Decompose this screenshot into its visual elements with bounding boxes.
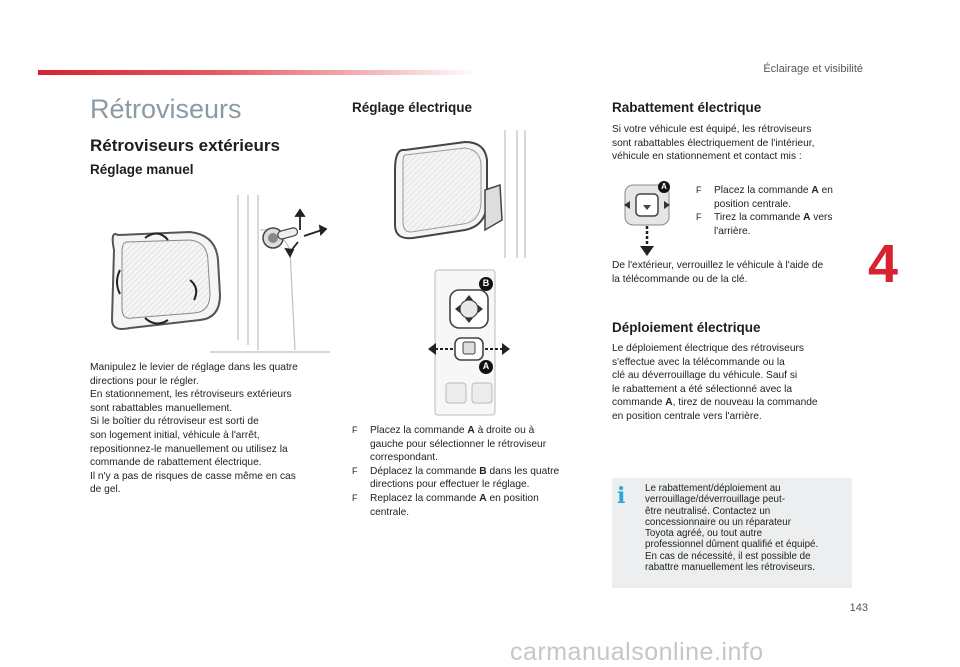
header-accent-bar (38, 70, 478, 75)
text: dans les quatre (486, 465, 560, 477)
chapter-number: 4 (868, 234, 899, 294)
text-line: verrouillage/déverrouillage peut- (645, 494, 785, 506)
text-line: repositionnez-le manuellement ou utilisez la (90, 443, 288, 455)
section-header: Éclairage et visibilité (763, 63, 863, 75)
text-line: Toyota agréé, ou tout autre (645, 528, 763, 540)
text-bold: B (479, 465, 487, 477)
bullet-icon: F (352, 425, 358, 435)
text-line: position centrale. (714, 198, 792, 210)
text-line: Manipulez le levier de réglage dans les quatre (90, 362, 298, 373)
text-line: centrale. (370, 506, 410, 518)
text: commande (612, 397, 666, 409)
text-line: directions pour le régler. (90, 375, 199, 387)
info-text (645, 483, 850, 573)
text-line (612, 396, 862, 410)
text-line: concessionnaire ou un réparateur (645, 516, 791, 528)
list-item (352, 424, 587, 465)
text-line: commande de rabattement électrique. (90, 457, 262, 469)
list-item (352, 492, 587, 519)
text-line: véhicule en stationnement et contact mis : (612, 151, 802, 163)
text-line: Le déploiement électrique des rétroviseurs (612, 343, 804, 354)
text-line: son logement initial, véhicule à l'arrêt, (90, 429, 260, 441)
text-line: Le rabattement/déploiement au (645, 483, 781, 494)
heading-electric-adjustment: Réglage électrique (352, 100, 473, 115)
text: en (818, 185, 833, 196)
heading-electric-deployment: Déploiement électrique (612, 320, 761, 335)
text-bold: A (803, 212, 811, 224)
list-item (696, 184, 856, 211)
text-line: directions pour effectuer le réglage. (370, 479, 530, 491)
page-number: 143 (849, 602, 868, 614)
text-bold: A (665, 397, 673, 409)
text-line: En stationnement, les rétroviseurs extérieurs (90, 389, 292, 401)
text: à droite ou à (474, 425, 535, 436)
text-line: professionnel dûment qualifié et équipé. (645, 539, 819, 551)
text-line: correspondant. (370, 452, 438, 464)
text-line: s'effectue avec la télécommande ou la (612, 356, 785, 368)
text: Placez la commande (714, 185, 812, 196)
heading-manual-adjustment: Réglage manuel (90, 162, 194, 177)
deployment-text (612, 342, 862, 424)
text-line: gauche pour sélectionner le rétroviseur (370, 438, 547, 450)
label-a: A (482, 361, 490, 371)
bullet-icon: F (696, 185, 702, 195)
folding-intro (612, 123, 862, 164)
manual-mirror-illustration (90, 190, 335, 358)
watermark: carmanualsonline.info (510, 638, 764, 666)
text-line: rabattre manuellement les rétroviseurs. (645, 562, 815, 574)
list-item (352, 465, 587, 492)
text-line: clé au déverrouillage du véhicule. Sauf si (612, 370, 798, 382)
text-line: En cas de nécessité, il est possible de (645, 550, 811, 562)
text-line: sont rabattables manuellement. (90, 402, 233, 414)
text-line: Il n'y a pas de risques de casse même en cas (90, 470, 296, 482)
text-line: de gel. (90, 484, 121, 496)
bullet-icon: F (696, 212, 702, 223)
text: vers (810, 212, 833, 224)
electric-mirror-illustration (385, 130, 530, 260)
text-line: l'arrière. (714, 225, 751, 237)
folding-steps (696, 184, 856, 238)
text: , tirez de nouveau la commande (672, 397, 818, 409)
text-bold: A (479, 492, 487, 504)
info-box (612, 478, 852, 588)
text-line: sont rabattables électriquement de l'intérieur, (612, 137, 815, 149)
control-panel-illustration (428, 268, 513, 418)
heading-exterior-mirrors: Rétroviseurs extérieurs (90, 136, 280, 155)
heading-electric-folding: Rabattement électrique (612, 100, 762, 115)
text-line: De l'extérieur, verrouillez le véhicule à l'aide de (612, 260, 824, 271)
text-line: la télécommande ou de la clé. (612, 273, 748, 285)
info-icon: i (617, 483, 626, 509)
text-line: être neutralisé. Contactez un (645, 505, 771, 517)
text: en position (486, 492, 539, 504)
text: Tirez la commande (714, 212, 804, 224)
text: Placez la commande (370, 425, 468, 436)
text-line: Si le boîtier du rétroviseur est sorti de (90, 416, 259, 428)
page-title: Rétroviseurs (90, 94, 242, 124)
text-line: le rabattement a été sélectionné avec la (612, 383, 793, 395)
text-line: en position centrale vers l'arrière. (612, 410, 762, 422)
manual-adjustment-text (90, 361, 330, 497)
fold-switch-illustration (622, 180, 672, 260)
bullet-icon: F (352, 465, 358, 476)
fold-label-a: A (661, 182, 667, 191)
bullet-icon: F (352, 492, 358, 503)
lock-instruction (612, 259, 862, 286)
text: Déplacez la commande (370, 465, 480, 477)
label-b: B (482, 278, 490, 288)
electric-adjustment-steps (352, 424, 587, 519)
text: Replacez la commande (370, 492, 480, 504)
text-line: Si votre véhicule est équipé, les rétroviseurs (612, 124, 812, 135)
list-item (696, 211, 856, 238)
text-bold: A (811, 185, 819, 196)
text-bold: A (467, 425, 475, 436)
